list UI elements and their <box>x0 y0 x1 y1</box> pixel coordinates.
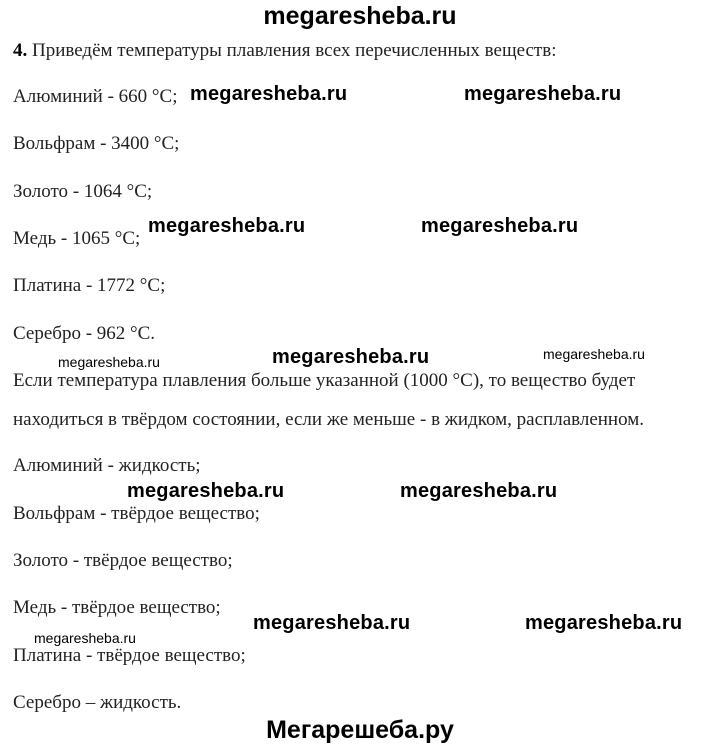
task-intro <box>13 40 556 62</box>
watermark: megaresheba.ru <box>148 215 306 237</box>
melting-point-copper: Медь - 1065 °С; <box>13 228 141 249</box>
melting-point-aluminium: Алюминий - 660 °С; <box>13 86 178 107</box>
state-tungsten: Вольфрам - твёрдое вещество; <box>13 503 260 524</box>
watermark: megaresheba.ru <box>127 480 285 502</box>
task-intro-text: Приведём температуры плавления всех перечисленных веществ: <box>27 40 557 61</box>
state-aluminium: Алюминий - жидкость; <box>13 455 201 476</box>
explanation-line-2: находиться в твёрдом состоянии, если же меньше - в жидком, расплавленном. <box>13 409 645 430</box>
explanation-line-1: Если температура плавления больше указанной (1000 °С), то вещество будет <box>13 370 636 391</box>
header-watermark: megaresheba.ru <box>263 2 457 30</box>
state-platinum: Платина - твёрдое вещество; <box>13 645 246 666</box>
watermark: megaresheba.ru <box>525 612 683 634</box>
watermark-small: megaresheba.ru <box>543 346 645 362</box>
melting-point-silver: Серебро - 962 °С. <box>13 323 156 344</box>
state-copper: Медь - твёрдое вещество; <box>13 597 221 618</box>
watermark: megaresheba.ru <box>253 612 411 634</box>
watermark: megaresheba.ru <box>400 480 558 502</box>
footer-watermark: Мегарешеба.ру <box>266 716 454 744</box>
watermark: megaresheba.ru <box>464 83 622 105</box>
watermark: megaresheba.ru <box>272 346 430 368</box>
watermark-small: megaresheba.ru <box>58 354 160 370</box>
watermark: megaresheba.ru <box>421 215 579 237</box>
state-silver: Серебро – жидкость. <box>13 692 182 713</box>
melting-point-tungsten: Вольфрам - 3400 °С; <box>13 133 180 154</box>
state-gold: Золото - твёрдое вещество; <box>13 550 233 571</box>
melting-point-platinum: Платина - 1772 °С; <box>13 275 166 296</box>
task-number: 4. <box>13 40 28 61</box>
watermark: megaresheba.ru <box>190 83 348 105</box>
watermark-small: megaresheba.ru <box>34 630 136 646</box>
melting-point-gold: Золото - 1064 °С; <box>13 181 153 202</box>
